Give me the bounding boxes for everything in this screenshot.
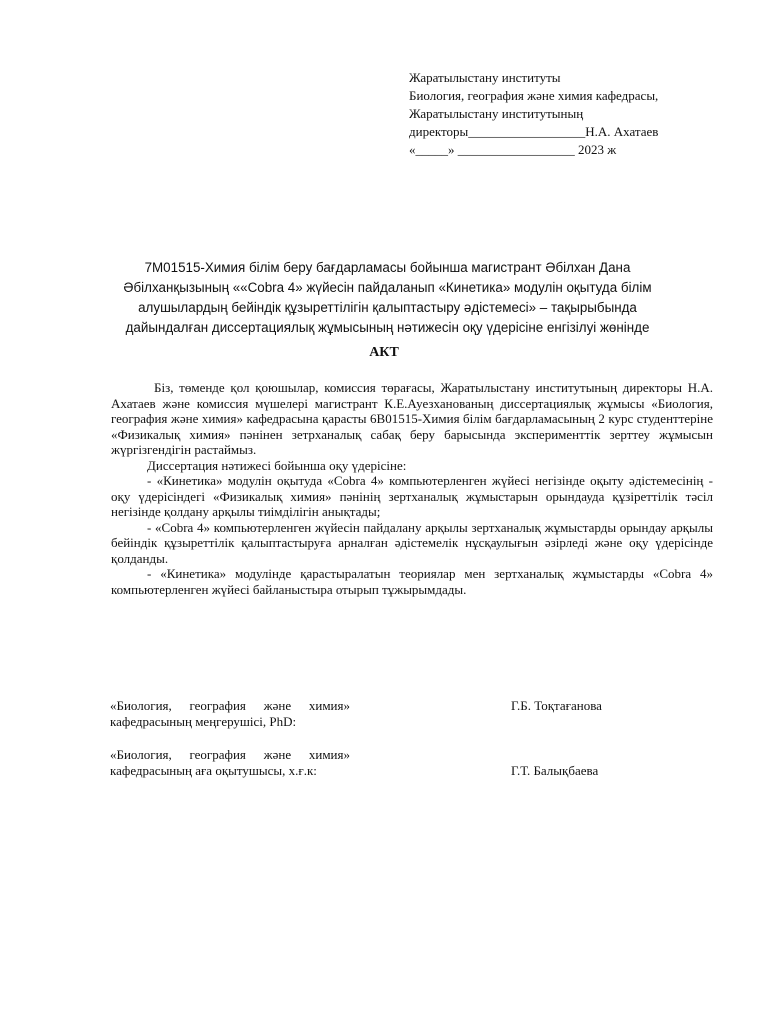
title-line: 7M01515-Химия білім беру бағдарламасы бойынша магистрант Әбілхан Дана bbox=[144, 260, 631, 275]
result-list-item: - «Кинетика» модулін оқытуда «Cobra 4» компьютерленген жүйесі негізінде оқыту әдістемесінің - оқу үдерісіндегі «Физикалық химия» пәнінің зертханалық жұмыстарын орындауда құзіреттілік тәсіл негізінде қолдану арқылы тиімділігін анықтады; bbox=[111, 473, 713, 519]
approval-line-institute: Жаратылыстану институты bbox=[409, 70, 561, 85]
document-title bbox=[100, 258, 675, 338]
approval-line-date: «_____» __________________ 2023 ж bbox=[409, 142, 617, 157]
body-paragraph-intro: Біз, төменде қол қоюшылар, комиссия төрағасы, Жаратылыстану институтының директоры Н.А. Ахатаев және комиссия мүшелері магистрант К.Е.Ауезханованың диссертациялық жұмысы «Биология, география және химия» кафедрасына қарасты 6В01515-Химия білім бағдарламасының 2 курс студенттеріне «Физикалық химия» пәнінен зетрханалық сабақ беру барысында эксперименттік зерттеу жұмысын жүргізгендігін растаймыз. bbox=[111, 380, 713, 457]
approval-line-department: Биология, география және химия кафедрасы, bbox=[409, 88, 659, 103]
signatory-position: «Биология, география және химия» кафедрасының меңгерушісі, PhD: bbox=[110, 698, 350, 729]
act-heading: АКТ bbox=[369, 345, 399, 360]
document-body bbox=[111, 380, 713, 597]
approval-line-institute-of: Жаратылыстану институтының bbox=[409, 106, 584, 121]
approval-block bbox=[409, 69, 739, 159]
result-list-item: - «Cobra 4» компьютерленген жүйесін пайдалану арқылы зертханалық жұмыстарды орындау арқылы бейіндік құзыреттілік қалыптастыруға арналған әдістемелік нұсқаулығын әзірледі және оқу үдерісінде қолданды. bbox=[111, 519, 713, 566]
approval-line-director: директоры__________________Н.А. Ахатаев bbox=[409, 124, 659, 139]
signatory-position: «Биология, география және химия» кафедрасының аға оқытушысы, х.ғ.к: bbox=[110, 747, 350, 778]
title-line: алушылардың бейіндік құзыреттілігін қалыптастыру әдістемесі» – тақырыбында bbox=[138, 300, 637, 315]
result-list-item: - «Кинетика» модулінде қарастыралатын теориялар мен зертханалық жұмыстарды «Cobra 4» компьютерленген жүйесі байланыстыра отырып тұжырымдады. bbox=[111, 566, 713, 597]
body-paragraph-results: Диссертация нәтижесі бойынша оқу үдерісіне: bbox=[147, 457, 407, 473]
signatory-name: Г.Б. Тоқтағанова bbox=[511, 698, 602, 713]
signature-block-head bbox=[110, 698, 350, 729]
signature-block-lecturer bbox=[110, 747, 350, 778]
title-line: дайындалған диссертациялық жұмысының нәтижесін оқу үдерісіне енгізілуі жөнінде bbox=[125, 320, 650, 335]
signatory-name: Г.Т. Балықбаева bbox=[511, 763, 599, 778]
title-line: Әбілханқызының ««Cobra 4» жүйесін пайдаланып «Кинетика» модулін оқытуда білім bbox=[123, 280, 652, 295]
